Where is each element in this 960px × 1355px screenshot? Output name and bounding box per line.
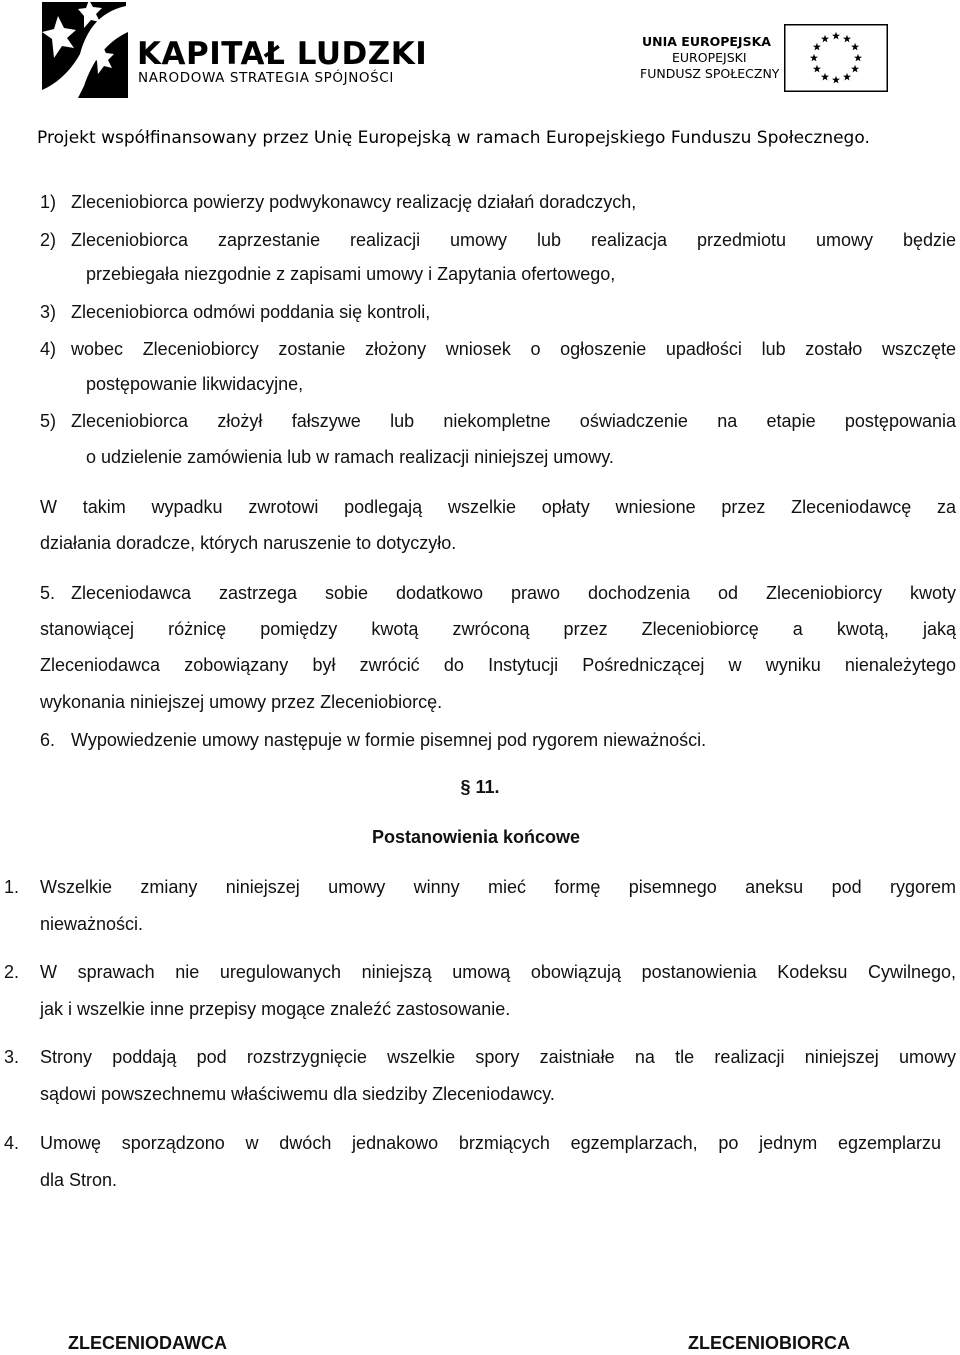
final-1-line-1: Wszelkie zmiany niniejszej umowy winny mieć formę pisemnego aneksu pod rygorem	[40, 877, 956, 897]
final-3-number: 3.	[4, 1047, 20, 1067]
item-4-number: 4)	[40, 339, 57, 359]
item-3-line-1: Zleceniobiorca odmówi poddania się kontroli,	[71, 302, 431, 322]
kapital-ludzki-title: KAPITAŁ LUDZKI	[137, 36, 428, 72]
kapital-ludzki-subtitle: NARODOWA STRATEGIA SPÓJNOŚCI	[138, 70, 394, 86]
para-5-line-1: Zleceniodawca zastrzega sobie dodatkowo prawo dochodzenia od Zleceniobiorcy kwoty	[71, 583, 956, 603]
final-4-number: 4.	[4, 1133, 20, 1153]
eu-flag-icon	[784, 24, 888, 92]
final-1-number: 1.	[4, 877, 20, 897]
item-5-line-2: o udzielenie zamówienia lub w ramach realizacji niniejszej umowy.	[86, 447, 614, 467]
item-4-line-1: wobec Zleceniobiorcy zostanie złożony wniosek o ogłoszenie upadłości lub zostało wszczęte	[71, 339, 956, 359]
para-5-line-2: stanowiącej różnicę pomiędzy kwotą zwróconą przez Zleceniobiorcę a kwotą, jaką	[40, 619, 956, 639]
signature-contractee: ZLECENIOBIORCA	[688, 1333, 850, 1353]
item-5-line-1: Zleceniobiorca złożył fałszywe lub niekompletne oświadczenie na etapie postępowania	[71, 411, 956, 431]
final-2-line-2: jak i wszelkie inne przepisy mogące znaleźć zastosowanie.	[40, 999, 511, 1019]
final-4-line-2: dla Stron.	[40, 1170, 118, 1190]
note-line-2: działania doradcze, których naruszenie to dotyczyło.	[40, 533, 457, 553]
item-3-number: 3)	[40, 302, 57, 322]
para-5-line-3: Zleceniodawca zobowiązany był zwrócić do Instytucji Pośredniczącej w wyniku nienależytego	[40, 655, 956, 675]
project-cofinancing-line: Projekt współfinansowany przez Unię Europejską w ramach Europejskiego Funduszu Społecznego.	[37, 128, 870, 148]
final-3-line-1: Strony poddają pod rozstrzygnięcie wszelkie spory zaistniałe na tle realizacji niniejszej umowy	[40, 1047, 956, 1067]
eu-logo-line1: UNIA EUROPEJSKA	[642, 34, 771, 49]
item-1-line-1: Zleceniobiorca powierzy podwykonawcy realizację działań doradczych,	[71, 192, 637, 212]
item-4-line-2: postępowanie likwidacyjne,	[86, 374, 304, 394]
section-title: Postanowienia końcowe	[371, 827, 581, 847]
para-5-number: 5.	[40, 583, 56, 603]
kapital-ludzki-logo-icon	[40, 2, 130, 98]
final-2-line-1: W sprawach nie uregulowanych niniejszą umową obowiązują postanowienia Kodeksu Cywilnego,	[40, 962, 956, 982]
para-6-line-1: Wypowiedzenie umowy następuje w formie pisemnej pod rygorem nieważności.	[71, 730, 707, 750]
item-2-number: 2)	[40, 230, 57, 250]
item-1-number: 1)	[40, 192, 57, 212]
para-6-number: 6.	[40, 730, 56, 750]
signature-contractor: ZLECENIODAWCA	[68, 1333, 227, 1353]
item-5-number: 5)	[40, 411, 57, 431]
item-2-line-1: Zleceniobiorca zaprzestanie realizacji umowy lub realizacja przedmiotu umowy będzie	[71, 230, 956, 250]
final-2-number: 2.	[4, 962, 20, 982]
final-4-line-1: Umowę sporządzono w dwóch jednakowo brzmiących egzemplarzach, po jednym egzemplarzu	[40, 1133, 941, 1153]
eu-logo-line2: EUROPEJSKI	[672, 50, 747, 65]
final-1-line-2: nieważności.	[40, 914, 144, 934]
eu-logo-line3: FUNDUSZ SPOŁECZNY	[640, 66, 780, 81]
item-2-line-2: przebiegała niezgodnie z zapisami umowy i Zapytania ofertowego,	[86, 264, 616, 284]
note-line-1: W takim wypadku zwrotowi podlegają wszelkie opłaty wniesione przez Zleceniodawcę za	[40, 497, 956, 517]
section-number: § 11.	[460, 777, 500, 797]
para-5-line-4: wykonania niniejszej umowy przez Zleceniobiorcę.	[40, 692, 443, 712]
final-3-line-2: sądowi powszechnemu właściwemu dla siedziby Zleceniodawcy.	[40, 1084, 555, 1104]
